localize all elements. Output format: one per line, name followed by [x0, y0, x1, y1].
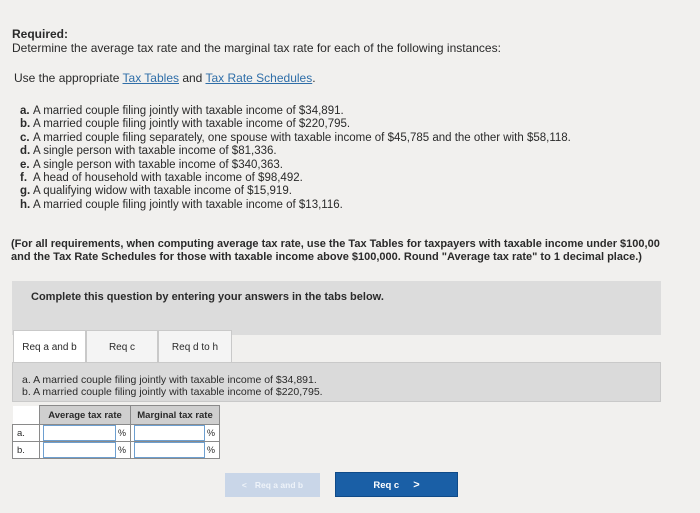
list-item	[20, 132, 571, 145]
tax-rate-schedules-link[interactable]: Tax Rate Schedules	[205, 71, 313, 85]
average-rate-cell	[40, 425, 131, 442]
list-item	[20, 159, 571, 172]
percent-unit: %	[207, 428, 216, 438]
item-letter: e.	[20, 158, 30, 171]
item-letter: g.	[20, 185, 31, 198]
header-average-tax-rate: Average tax rate	[40, 406, 131, 425]
next-tab-button[interactable]	[335, 472, 458, 497]
prev-tab-button[interactable]	[225, 473, 320, 497]
header-spacer	[13, 406, 40, 425]
tax-tables-link[interactable]: Tax Tables	[122, 71, 179, 85]
item-letter: b.	[20, 118, 31, 131]
use-mid: and	[179, 71, 206, 85]
item-text: A qualifying widow with taxable income of $15,919.	[33, 185, 292, 198]
item-text: A single person with taxable income of $81,336.	[33, 145, 277, 158]
percent-unit: %	[118, 445, 127, 455]
note-line-2: and the Tax Rate Schedules for those with taxable income above $100,000. Round "Average tax rate" to 1 decimal place.)	[11, 251, 642, 263]
list-item	[20, 105, 571, 118]
panel-line: a. A married couple filing jointly with taxable income of $34,891.	[22, 374, 317, 386]
row-label: b.	[13, 442, 40, 459]
required-heading: Required:	[12, 27, 69, 41]
item-letter: h.	[20, 198, 31, 211]
tab-label: Req c	[108, 342, 136, 353]
item-text: A head of household with taxable income of $98,492.	[33, 172, 303, 185]
answer-table	[12, 405, 220, 459]
average-rate-input-a[interactable]	[43, 425, 116, 441]
marginal-rate-input-a[interactable]	[134, 425, 205, 441]
average-rate-input-b[interactable]	[43, 442, 116, 458]
list-item	[20, 199, 571, 212]
chevron-left-icon: <	[241, 480, 247, 490]
average-rate-cell	[40, 442, 131, 459]
use-suffix: .	[312, 71, 316, 85]
tab-req-d-to-h[interactable]	[158, 330, 232, 363]
tab-req-c[interactable]	[86, 330, 158, 363]
item-letter: a.	[20, 105, 30, 117]
marginal-rate-cell	[131, 442, 220, 459]
instance-list	[20, 105, 571, 212]
panel-line: b. A married couple filing jointly with taxable income of $220,795.	[22, 385, 323, 398]
prev-button-label: Req a and b	[254, 480, 304, 490]
item-text: A married couple filing jointly with taxable income of $13,116.	[33, 198, 343, 211]
item-letter: f.	[20, 172, 28, 185]
question-box	[12, 281, 661, 335]
use-prefix: Use the appropriate	[14, 71, 123, 85]
item-text: A married couple filing separately, one spouse with taxable income of $45,785 and the other with $58,118.	[33, 131, 571, 144]
header-marginal-tax-rate: Marginal tax rate	[131, 406, 220, 425]
chevron-right-icon: >	[413, 479, 420, 491]
percent-unit: %	[207, 445, 216, 455]
tab-req-a-and-b[interactable]	[13, 330, 86, 363]
table-row	[13, 425, 220, 442]
percent-unit: %	[118, 428, 127, 438]
item-letter: c.	[20, 131, 30, 144]
list-item	[20, 118, 571, 131]
note-line-1: (For all requirements, when computing average tax rate, use the Tax Tables for taxpayers with taxable income under $100,00	[11, 238, 660, 250]
item-text: A married couple filing jointly with taxable income of $34,891.	[33, 105, 344, 117]
table-header-row	[13, 406, 220, 425]
marginal-rate-cell	[131, 425, 220, 442]
instructions-note	[11, 238, 700, 264]
item-text: A married couple filing jointly with taxable income of $220,795.	[33, 118, 351, 131]
list-item	[20, 145, 571, 158]
question-description: Determine the average tax rate and the marginal tax rate for each of the following instances:	[12, 41, 501, 55]
tab-label: Req a and b	[22, 342, 77, 353]
list-item	[20, 185, 571, 198]
item-text: A single person with taxable income of $340,363.	[33, 158, 283, 171]
use-tables-line	[14, 71, 316, 85]
panel-description	[22, 375, 323, 398]
next-button-label: Req c	[373, 480, 400, 491]
tab-label: Req d to h	[171, 342, 219, 353]
marginal-rate-input-b[interactable]	[134, 442, 205, 458]
row-label: a.	[13, 425, 40, 442]
table-row	[13, 442, 220, 459]
item-letter: d.	[20, 145, 31, 158]
list-item	[20, 172, 571, 185]
complete-instruction: Complete this question by entering your answers in the tabs below.	[31, 291, 384, 303]
